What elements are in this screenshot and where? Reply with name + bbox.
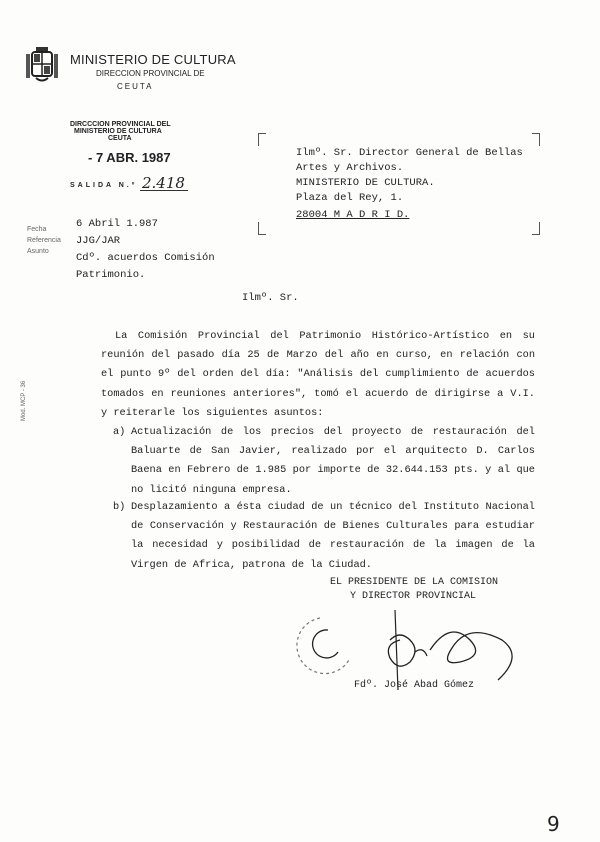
list-item: [113, 423, 535, 500]
recipient-line2: Artes y Archivos.: [296, 162, 404, 174]
list-item: [113, 498, 535, 575]
form-code: Mod. MCP - 36: [21, 380, 27, 421]
stamp-line1: DIRCCCION PROVINCIAL DEL: [70, 121, 171, 128]
list-item-text: Desplazamiento a ésta ciudad de un técnico del Instituto Nacional de Conservación y Restauración de Bienes Culturales para estudiar la necesidad y posibilidad de restauración de la imagen de la Virgen de Africa, patrona de la Ciudad.: [131, 501, 535, 571]
stamp-city: CEUTA: [108, 135, 132, 142]
salutation: Ilmº. Sr.: [242, 292, 299, 304]
letterhead-city: CEUTA: [117, 82, 154, 91]
stamp-salida-label: SALIDA N.º: [70, 182, 138, 189]
signature-title-1: EL PRESIDENTE DE LA COMISION: [330, 577, 499, 588]
stamp-salida-underline: [140, 190, 188, 191]
list-item-text: Actualización de los precios del proyecto de restauración del Baluarte de San Javier, realizado por el arquitecto D. Carlos Baena en Febrero de 1.985 por importe de 32.644.153 pts. y al que no licitó ninguna empresa.: [131, 426, 535, 496]
letterhead-direction: DIRECCION PROVINCIAL DE: [96, 69, 205, 78]
stamp-date: - 7 ABR. 1987: [88, 150, 171, 165]
recipient-line1: Ilmº. Sr. Director General de Bellas: [296, 147, 523, 159]
reference-date: 6 Abril 1.987: [76, 218, 158, 230]
reference-subject-2: Patrimonio.: [76, 269, 146, 281]
recipient-line3: MINISTERIO DE CULTURA.: [296, 177, 435, 189]
signature-title-2: Y DIRECTOR PROVINCIAL: [350, 591, 477, 602]
reference-code: JJG/JAR: [76, 235, 121, 247]
side-label-fecha: Fecha: [27, 226, 47, 233]
recipient-line4: Plaza del Rey, 1.: [296, 192, 404, 204]
bracket-top-left: [258, 133, 266, 146]
reference-subject-1: Cdº. acuerdos Comisión: [76, 252, 215, 264]
side-label-asunto: Asunto: [27, 248, 49, 255]
bracket-bottom-left: [258, 222, 266, 235]
recipient-line5: 28004 M A D R I D.: [296, 209, 410, 221]
page-number: 9: [547, 812, 560, 836]
stamp-line2: MINISTERIO DE CULTURA: [74, 128, 162, 135]
coat-of-arms-icon: [24, 44, 60, 84]
bracket-bottom-right: [532, 222, 540, 235]
letterhead-ministry: MINISTERIO DE CULTURA: [70, 52, 236, 67]
list-item-label: a): [113, 426, 126, 438]
bracket-top-right: [532, 133, 540, 146]
signature-name: Fdº. José Abad Gómez: [354, 680, 475, 691]
stamp-salida-number: 2.418: [142, 174, 185, 192]
side-label-referencia: Referencia: [27, 237, 61, 244]
list-item-label: b): [113, 501, 126, 513]
body-paragraph: La Comisión Provincial del Patrimonio Histórico-Artístico en su reunión del pasado día 25 de Marzo del año en curso, en relación con el punto 9º del orden del día: "Análisis del cumplimiento de acuerdos tomados en reuniones anteriores", tomó el acuerdo de dirigirse a V.I. y reiterarle los siguientes asuntos:: [101, 330, 535, 419]
